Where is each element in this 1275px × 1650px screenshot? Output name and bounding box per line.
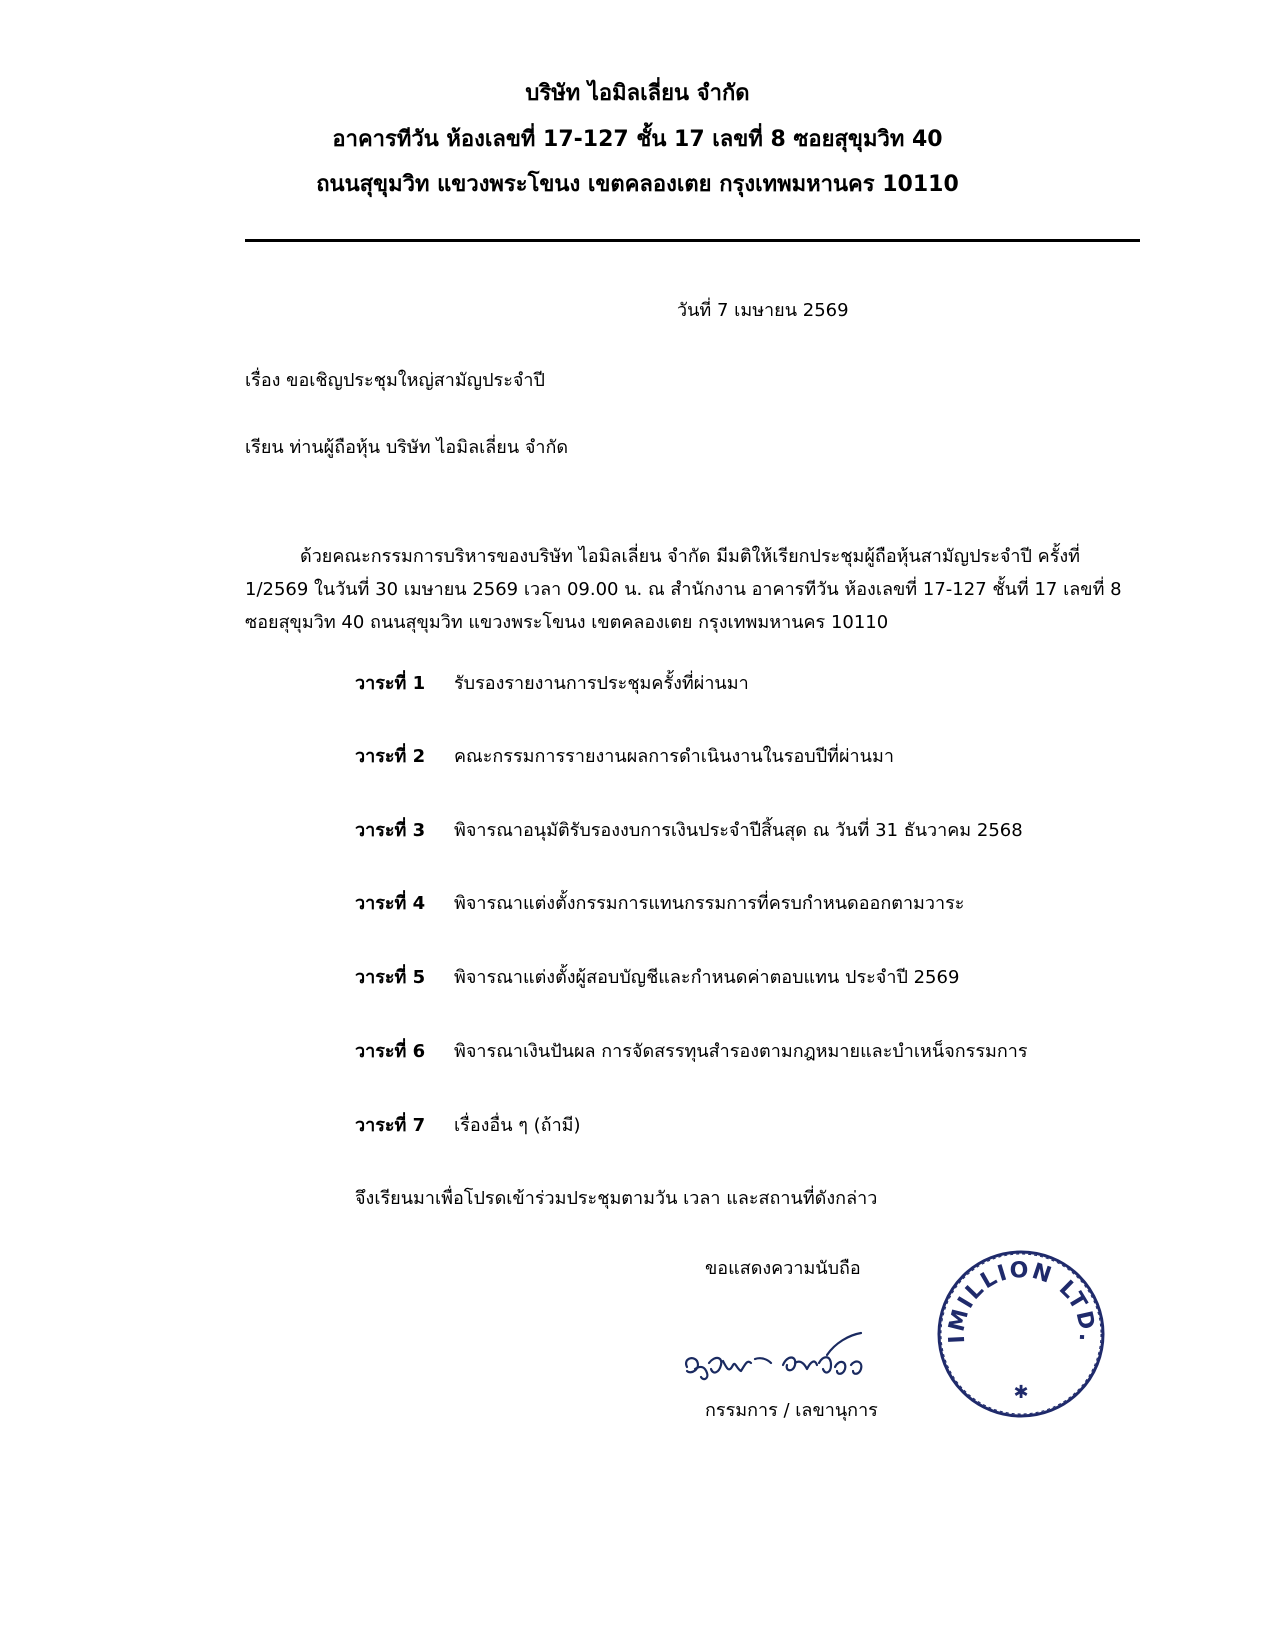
agenda-text: รับรองรายงานการประชุมครั้งที่ผ่านมา [454,673,749,694]
agenda-item [355,815,1023,844]
agenda-item [355,668,749,697]
header-divider [245,239,1140,242]
agenda-text: พิจารณาแต่งตั้งกรรมการแทนกรรมการที่ครบกำหนดออกตามวาระ [454,893,965,914]
agenda-text: คณะกรรมการรายงานผลการดำเนินงานในรอบปีที่ผ่านมา [454,746,894,767]
agenda-label: วาระที่ 3 [355,820,426,841]
agenda-label: วาระที่ 5 [355,967,426,988]
agenda-item [355,888,964,917]
body-paragraph [245,540,1157,639]
letter-subject: เรื่อง ขอเชิญประชุมใหญ่สามัญประจำปี [245,370,545,391]
agenda-label: วาระที่ 1 [355,673,426,694]
agenda-item [355,1036,1028,1065]
letter-date: วันที่ 7 เมษายน 2569 [677,300,849,321]
agenda-item [355,741,894,770]
sign-off: ขอแสดงความนับถือ [705,1258,861,1279]
agenda-label: วาระที่ 4 [355,893,426,914]
body-line: 1/2569 ในวันที่ 30 เมษายน 2569 เวลา 09.00 น. ณ สำนักงาน อาคารทีวัน ห้องเลขที่ 17-127 ชั้นที่ 17 เลขที่ 8 [245,579,1122,600]
agenda-label: วาระที่ 7 [355,1115,426,1136]
agenda-text: เรื่องอื่น ๆ (ถ้ามี) [454,1115,581,1136]
agenda-item [355,1110,581,1139]
closing-sentence: จึงเรียนมาเพื่อโปรดเข้าร่วมประชุมตามวัน เวลา และสถานที่ดังกล่าว [355,1188,878,1209]
agenda-text: พิจารณาอนุมัติรับรองงบการเงินประจำปีสิ้นสุด ณ วันที่ 31 ธันวาคม 2568 [454,820,1023,841]
company-address-line-2: ถนนสุขุมวิท แขวงพระโขนง เขตคลองเตย กรุงเทพมหานคร 10110 [316,172,959,197]
agenda-item [355,962,959,991]
stamp-text: IMILLION LTD. [944,1258,1100,1345]
company-name: บริษัท ไอมิลเลี่ยน จำกัด [525,81,750,106]
company-address-line-1: อาคารทีวัน ห้องเลขที่ 17-127 ชั้น 17 เลขที่ 8 ซอยสุขุมวิท 40 [332,127,943,152]
signer-title: กรรมการ / เลขานุการ [705,1400,878,1421]
handwritten-signature-icon [675,1325,905,1400]
agenda-label: วาระที่ 6 [355,1041,426,1062]
letter-recipient: เรียน ท่านผู้ถือหุ้น บริษัท ไอมิลเลี่ยน จำกัด [245,437,569,458]
body-line: ซอยสุขุมวิท 40 ถนนสุขุมวิท แขวงพระโขนง เขตคลองเตย กรุงเทพมหานคร 10110 [245,612,889,633]
agenda-text: พิจารณาแต่งตั้งผู้สอบบัญชีและกำหนดค่าตอบแทน ประจำปี 2569 [454,967,960,988]
body-line: ด้วยคณะกรรมการบริหารของบริษัท ไอมิลเลี่ยน จำกัด มีมติให้เรียกประชุมผู้ถือหุ้นสามัญประจำปี ครั้งที่ [300,546,1081,567]
agenda-text: พิจารณาเงินปันผล การจัดสรรทุนสำรองตามกฎหมายและบำเหน็จกรรมการ [454,1041,1028,1062]
svg-text:✱: ✱ [1013,1382,1029,1403]
company-stamp-icon [935,1248,1107,1420]
agenda-label: วาระที่ 2 [355,746,426,767]
